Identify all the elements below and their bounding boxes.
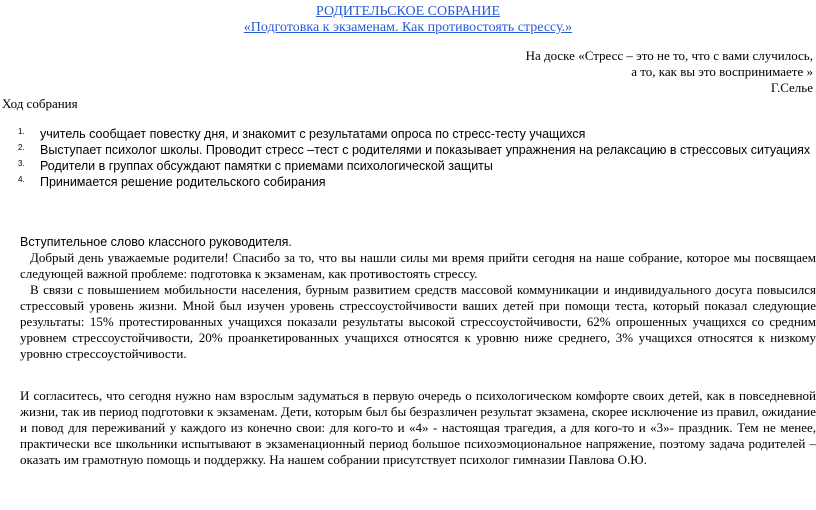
paragraph-survey-results: В связи с повышением мобильности населения, бурным развитием средств массовой коммуникации и индивидуального досуга повысился стрессовый уровень жизни. Мной был изучен уровень стрессоустойчивости ваших детей при помощи теста, который показал следующие результаты: 15% протестированных учащихся показали результаты высокой стрессоустойчивости, 62% опрошенных учащихся со средним уровнем стрессоустойчивости, 20% проанкетированных учащихся относятся к уровню ниже среднего, 3% учащихся относятся к низкому уровню стрессоустойчивости. [20,282,816,361]
agenda-item-text: Родители в группах обсуждают памятки с приемами психологической защиты [40,159,493,173]
epigraph-line-2: а то, как вы это воспринимаете » [631,64,813,79]
epigraph-line-1: На доске «Стресс – это не то, что с вами случилось, [525,48,813,63]
agenda-item-text: Выступает психолог школы. Проводит стресс –тест с родителями и показывает упражнения на релаксацию в стрессовых ситуациях [40,143,811,157]
agenda-item-text: Принимается решение родительского собирания [40,175,326,189]
agenda-item-number: 1. [18,127,25,136]
document-subtitle: «Подготовка к экзаменам. Как противостоять стрессу.» [243,20,573,35]
agenda-item-text: учитель сообщает повестку дня, и знакомит с результатами опроса по стресс-тесту учащихся [40,127,586,141]
intro-heading: Вступительное слово классного руководителя. [20,235,292,249]
agenda-item-number: 3. [18,159,25,168]
agenda-item-number: 2. [18,143,25,152]
paragraph-psychological-comfort: И согласитесь, что сегодня нужно нам взрослым задуматься в первую очередь о психологическом комфорте своих детей, как в повседневной жизни, так ив период подготовки к экзаменам. Дети, которым был бы безразличен результат экзамена, скорее исключение из правил, ожидание и повод для переживаний у каждого из конечно свои: для кого-то и «4» - настоящая трагедия, а для кого-то и «3»- праздник. Тем не менее, практически все школьники испытывают в экзаменационный период большое психоэмоциональное напряжение, поэтому задача родителей – оказать им грамотную помощь и поддержку. На нашем собрании присутствует психолог гимназии Павлова О.Ю. [20,388,816,467]
paragraph-greeting: Добрый день уважаемые родители! Спасибо за то, что вы нашли силы ми время прийти сегодня на наше собрание, которое мы посвящаем следующей важной проблеме: подготовка к экзаменам, как противостоять стрессу. [20,250,816,281]
epigraph-author: Г.Селье [770,80,813,95]
agenda-item-number: 4. [18,175,25,184]
document-title: РОДИТЕЛЬСКОЕ СОБРАНИЕ [316,4,500,19]
course-heading: Ход собрания [2,96,78,111]
